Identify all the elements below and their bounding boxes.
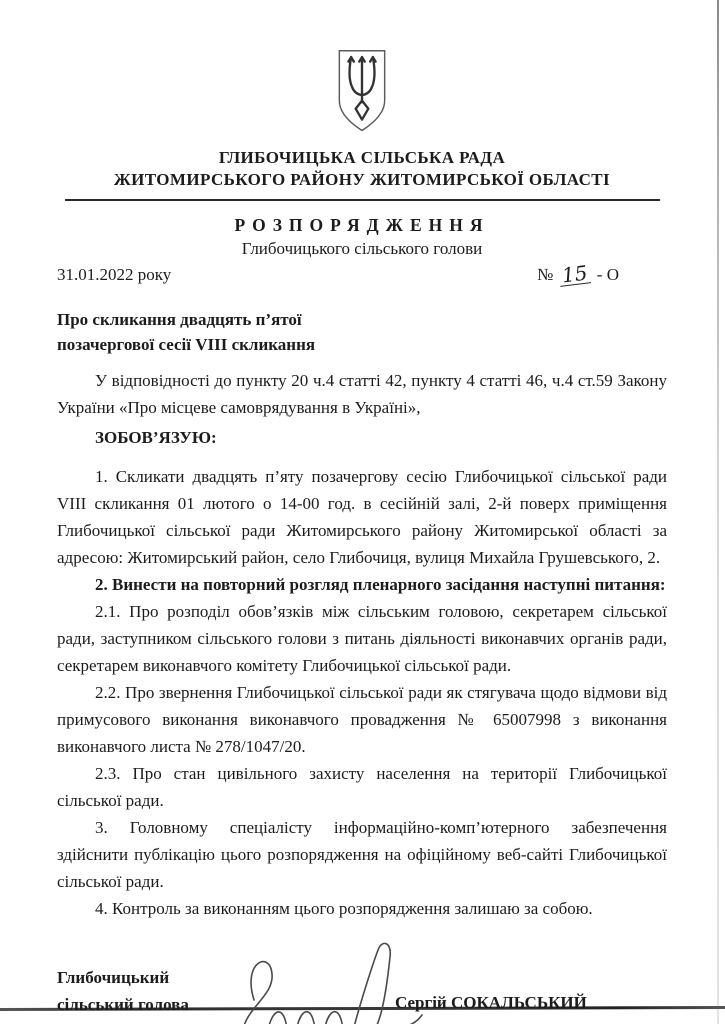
document-subject	[57, 307, 667, 357]
meta-row	[57, 260, 667, 288]
subject-line1: Про скликання двадцять п’ятої	[57, 309, 302, 329]
item-1: 1. Скликати двадцять п’яту позачергову сесію Глибочицької сільської ради VIII скликання 01 лютого о 14-00 год. в сесійній залі, 2-й поверх приміщення Глибочицької сільської ради Житомирського району Житомирської області за адресою: Житомирський район, село Глибочиця, вулиця Михайла Грушевського, 2.	[57, 466, 667, 567]
document-subtitle: Глибочицького сільського голови	[241, 238, 483, 258]
signatory-post-line1: Глибочицький	[57, 967, 170, 987]
preamble-paragraph: У відповідності до пункту 20 ч.4 статті 42, пункту 4 статті 46, ч.4 ст.59 Закону України «Про місцеве самоврядування в Україні»,	[57, 370, 667, 417]
scan-edge-artifact-right	[717, 0, 719, 1024]
item-2-2: 2.2. Про звернення Глибочицької сільської ради як стягувача щодо відмови від примусового виконання виконавчого провадження № 65007998 з виконання виконавчого листа № 278/1047/20.	[57, 682, 667, 756]
document-date: 31.01.2022 року	[57, 264, 172, 284]
signatory-post	[57, 964, 189, 1018]
item-4: 4. Контроль за виконанням цього розпорядження залишаю за собою.	[95, 898, 593, 918]
number-suffix: - О	[596, 264, 619, 284]
org-header	[57, 147, 667, 192]
number-handwritten-value: 15	[558, 263, 592, 287]
signature-block	[57, 956, 667, 1024]
ukraine-trident-emblem-icon	[333, 48, 391, 135]
item-3: 3. Головному спеціалісту інформаційно-комп’ютерного забезпечення здійснити публікацію цього розпорядження на офіційному веб-сайті Глибочицької сільської ради.	[57, 817, 667, 891]
document-type-title: РОЗПОРЯДЖЕННЯ	[234, 214, 490, 235]
obligate-statement: ЗОБОВ’ЯЗУЮ:	[95, 427, 217, 447]
signatory-name: Сергій СОКАЛЬСЬКИЙ	[395, 992, 587, 1012]
document-number	[537, 260, 667, 288]
item-2: 2. Винести на повторний розгляд пленарного засідання наступні питання:	[95, 574, 666, 594]
org-name-line1: ГЛИБОЧИЦЬКА СІЛЬСЬКА РАДА	[218, 148, 506, 167]
number-prefix: №	[537, 264, 554, 284]
item-2-1: 2.1. Про розподіл обов’язків між сільським головою, секретарем сільської ради, заступником сільського голови з питань діяльності виконавчих органів ради, секретарем виконавчого комітету Глибочицької сільської ради.	[57, 601, 667, 675]
signatory-post-line2: сільський голова	[57, 994, 189, 1014]
header-divider	[65, 199, 660, 201]
subject-line2: позачергової сесії VIII скликання	[57, 334, 316, 354]
item-2-3: 2.3. Про стан цивільного захисту населення на території Глибочицької сільської ради.	[57, 763, 667, 810]
org-name-line2: ЖИТОМИРСЬКОГО РАЙОНУ ЖИТОМИРСЬКОЇ ОБЛАСТІ	[113, 170, 611, 190]
